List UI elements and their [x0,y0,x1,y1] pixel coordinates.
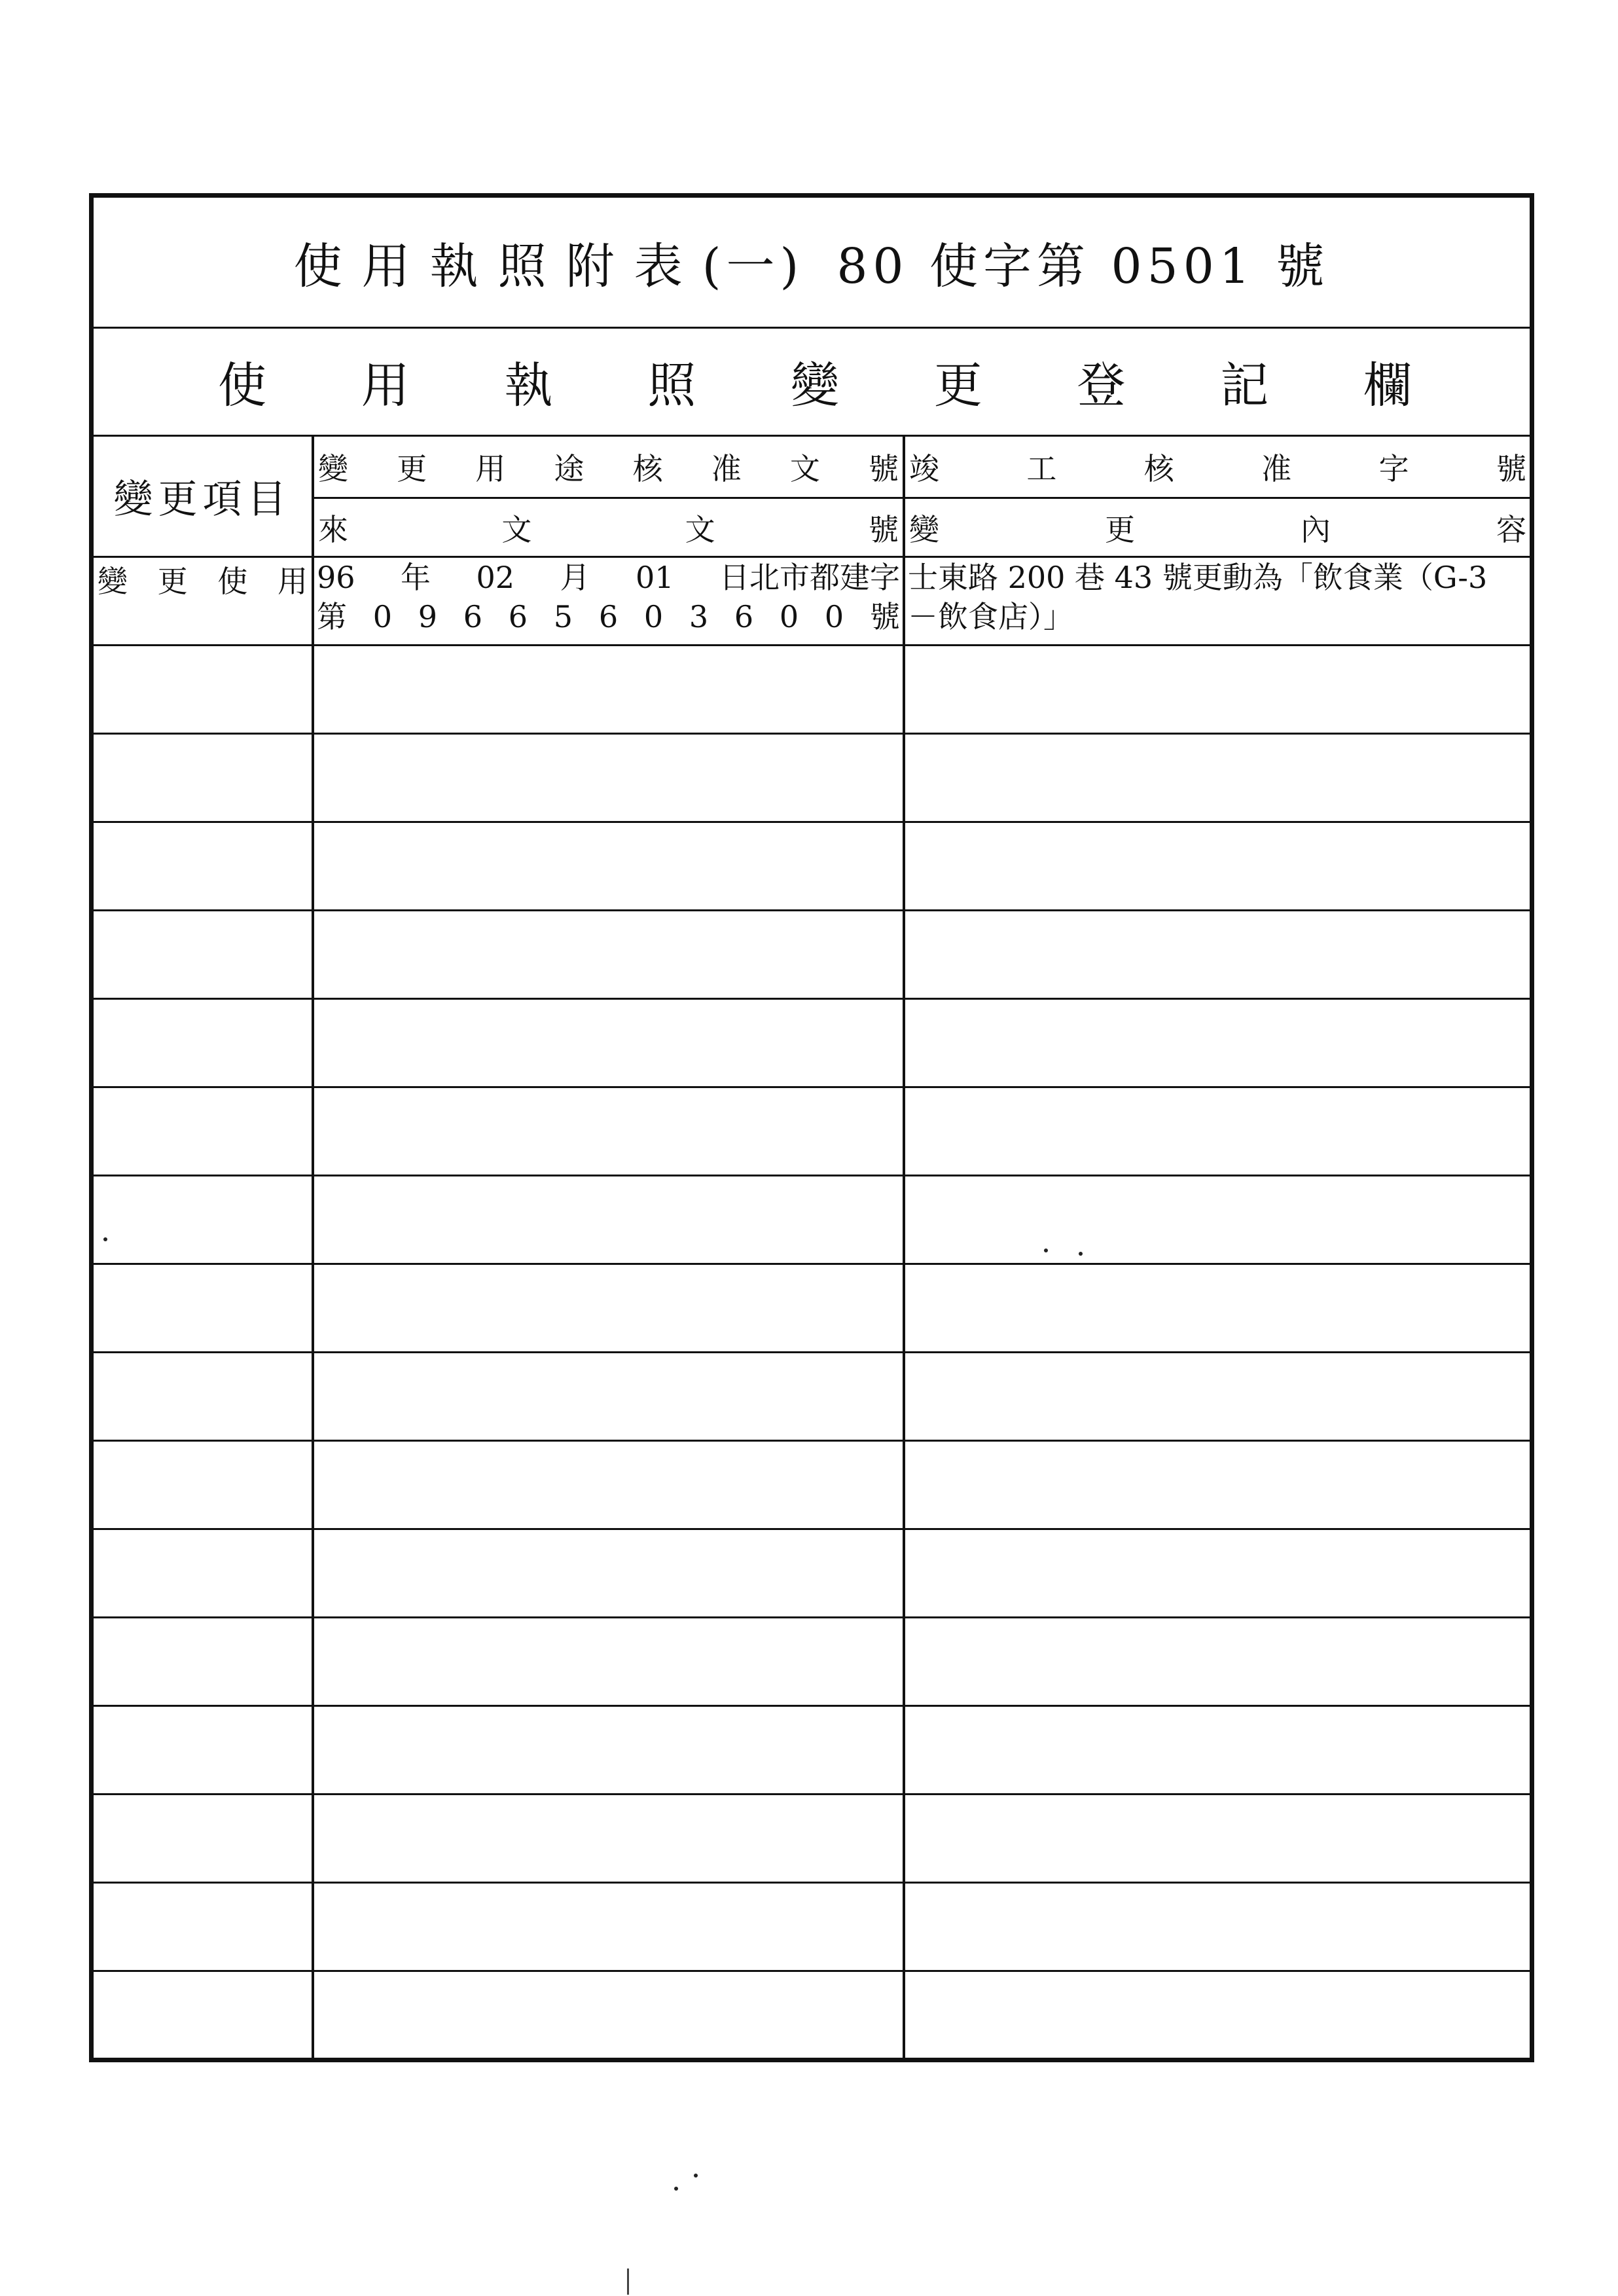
header-completion-no [905,437,1530,499]
header-char: 變 [318,451,348,486]
license-table [89,193,1534,2062]
doc-token: 號 [869,599,900,634]
table-cell [314,823,905,911]
register-char: 用 [361,357,410,414]
table-cell [314,1884,905,1972]
table-cell [94,1530,314,1618]
item-char: 用 [277,564,308,599]
item-char: 使 [217,564,248,599]
change-register-heading [94,329,1530,437]
register-char: 欄 [1363,357,1412,414]
table-cell [905,735,1530,823]
title-main: 使用執照附表 [293,238,702,295]
table-cell [314,1618,905,1707]
license-number: 80 使字第 0501 號 [836,238,1330,295]
header-char: 變 [909,511,939,547]
header-char: 用 [475,451,506,486]
table-row [94,1972,1530,2058]
header-char: 更 [1105,511,1135,547]
header-char: 竣 [909,451,939,486]
doc-token: 0 [643,599,664,634]
table-cell [94,1176,314,1265]
table-cell [94,646,314,735]
table-cell [905,1000,1530,1088]
table-cell [905,1972,1530,2058]
item-char: 變 [98,564,128,599]
header-char: 號 [1496,451,1526,486]
doc-token: 3 [689,599,709,634]
table-row [94,1000,1530,1088]
header-char: 更 [397,451,427,486]
table-cell [94,1618,314,1707]
header-char: 文 [789,451,820,486]
register-char: 登 [1077,357,1126,414]
header-char: 來 [318,511,348,547]
table-cell [314,1707,905,1795]
header-char: 途 [554,451,584,486]
table-cell [905,1265,1530,1353]
table-cell [314,1353,905,1442]
header-char: 核 [1143,451,1174,486]
table-row [94,1353,1530,1442]
register-char: 使 [218,357,266,414]
table-cell [905,1442,1530,1530]
table-row [94,1618,1530,1707]
table-cell [314,1442,905,1530]
table-row [94,1884,1530,1972]
table-row [94,823,1530,911]
doc-token: 6 [508,599,528,634]
doc-token: 02 [476,560,515,595]
doc-token: 9 [418,599,438,634]
table-cell [905,1530,1530,1618]
header-char: 核 [632,451,663,486]
table-cell [905,1795,1530,1884]
table-cell [94,1884,314,1972]
content-line-1: 士東路 200 巷 43 號更動為「飲食業（G-3 [908,560,1488,595]
table-cell [905,1088,1530,1176]
table-cell [314,1176,905,1265]
doc-token: 0 [779,599,799,634]
table-cell [905,823,1530,911]
header-char: 准 [1261,451,1292,486]
table-cell [94,1795,314,1884]
table-cell [905,911,1530,1000]
table-cell [94,735,314,823]
table-cell [314,735,905,823]
header-char: 字 [1378,451,1409,486]
header-char: 內 [1301,511,1331,547]
doc-line-1 [314,558,903,597]
table-cell [905,646,1530,735]
header-char: 文 [501,511,532,547]
table-row [94,1265,1530,1353]
table-cell [94,911,314,1000]
table-cell [905,1176,1530,1265]
header-incoming-doc-no [314,499,905,558]
table-cell [94,1088,314,1176]
doc-token: 5 [553,599,573,634]
register-char: 變 [791,357,839,414]
table-row [94,1088,1530,1176]
scan-mark [627,2269,629,2295]
item-char: 更 [157,564,188,599]
header-char: 號 [868,511,899,547]
header-char: 工 [1026,451,1057,486]
table-cell [94,1000,314,1088]
doc-token: 0 [824,599,844,634]
doc-token: 0 [372,599,393,634]
title-paren: (一) [702,238,804,295]
entry-item [94,558,314,646]
register-char: 更 [933,357,982,414]
header-char: 號 [868,451,899,486]
table-cell [94,1353,314,1442]
header-change-item: 變更項目 [94,437,314,558]
table-row [94,1795,1530,1884]
header-char: 文 [685,511,715,547]
table-row [94,911,1530,1000]
document-title [94,198,1530,329]
header-char: 准 [711,451,742,486]
table-cell [314,1972,905,2058]
scan-speck [694,2174,698,2178]
doc-token: 01 [635,560,674,595]
doc-token: 6 [734,599,754,634]
doc-token: 96 [317,560,355,595]
scan-speck [674,2187,678,2191]
header-char: 容 [1496,511,1526,547]
table-cell [94,823,314,911]
table-cell [94,1972,314,2058]
table-cell [905,1707,1530,1795]
register-char: 照 [647,357,696,414]
table-row [94,1442,1530,1530]
doc-token: 年 [401,560,431,595]
table-cell [314,646,905,735]
table-row [94,1176,1530,1265]
table-cell [314,1795,905,1884]
doc-token: 月 [560,560,590,595]
table-cell [314,1530,905,1618]
table-cell [905,1353,1530,1442]
table-cell [314,911,905,1000]
table-row [94,646,1530,735]
scan-speck [1044,1248,1048,1252]
table-cell [314,1265,905,1353]
entry-change-content [905,558,1530,646]
register-char: 執 [504,357,553,414]
table-cell [314,1088,905,1176]
header-approval-doc-no [314,437,905,499]
register-char: 記 [1220,357,1269,414]
table-cell [94,1265,314,1353]
header-change-content [905,499,1530,558]
entry-doc-number [314,558,905,646]
table-row [94,1530,1530,1618]
doc-token: 第 [317,599,347,634]
table-cell [314,1000,905,1088]
table-row [94,558,1530,646]
table-cell [94,1707,314,1795]
doc-token: 6 [463,599,483,634]
content-line-2: －飲食店）」 [908,599,1073,634]
table-row [94,1707,1530,1795]
table-cell [905,1618,1530,1707]
doc-line-2 [314,597,903,636]
doc-token: 日北市都建字 [719,560,900,595]
table-row [94,735,1530,823]
table-cell [94,1442,314,1530]
doc-token: 6 [598,599,619,634]
table-cell [905,1884,1530,1972]
scan-speck [1079,1252,1083,1256]
scan-speck [103,1237,107,1241]
